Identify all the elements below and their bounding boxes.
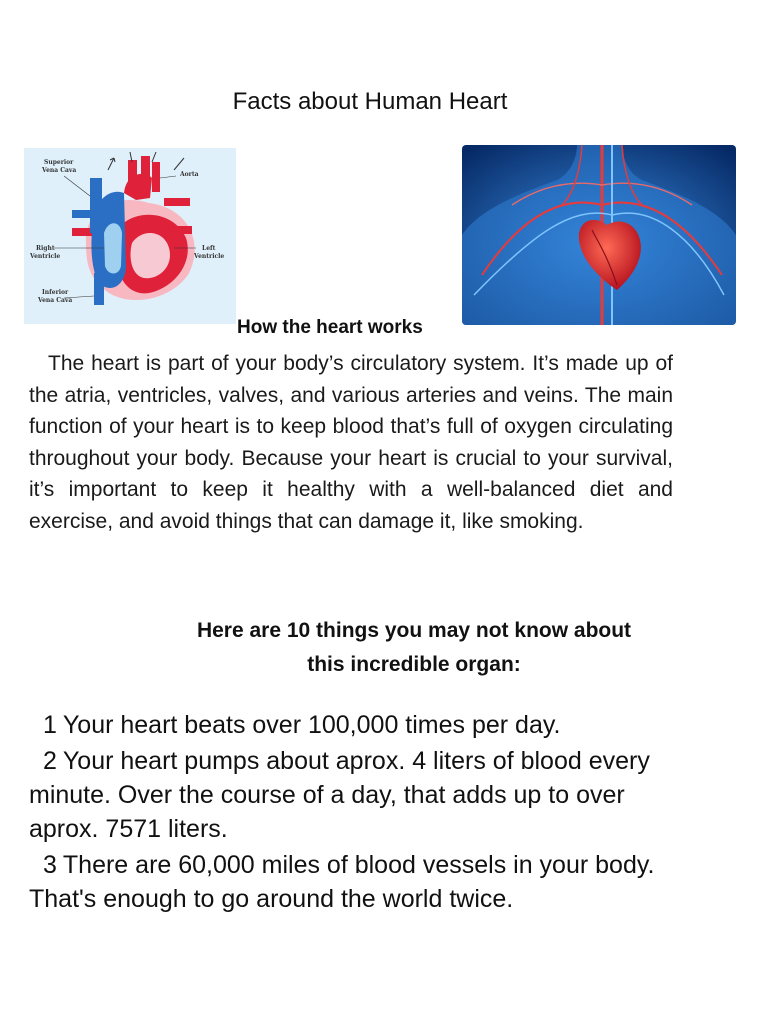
subheading-line-2: this incredible organ: [307, 653, 521, 676]
label-right-ventricle-1: Right [36, 245, 55, 252]
list-item [29, 848, 689, 916]
label-superior-vena-cava-1: Superior [44, 159, 74, 166]
label-left-ventricle-2: Ventricle [194, 253, 225, 260]
intro-text: The heart is part of your body’s circulatory system. It’s made up of the atria, ventricles, valves, and various arteries and veins. The main function of your heart is to keep blood that’s full of oxygen circulating throughout your body. Because your heart is crucial to your survival, it’s important to keep it healthy with a well-balanced diet and exercise, and avoid things that can damage it, like smoking. [29, 352, 673, 533]
label-right-ventricle-2: Ventricle [30, 253, 61, 260]
fact-text: Your heart pumps about aprox. 4 liters of blood every minute. Over the course of a day, that adds up to over aprox. 7571 liters. [29, 747, 650, 843]
facts-subheading [0, 614, 768, 682]
label-inferior-vena-cava-2: Vena Cava [38, 297, 73, 304]
label-aorta: Aorta [180, 171, 199, 178]
list-item [29, 744, 689, 846]
facts-list [29, 708, 689, 918]
subheading-line-1: Here are 10 things you may not know about [196, 619, 632, 642]
fact-text: There are 60,000 miles of blood vessels in your body. That's enough to go around the world twice. [29, 851, 655, 913]
fact-number: 1 [43, 711, 57, 739]
circulatory-system-illustration [462, 145, 736, 325]
intro-paragraph [29, 348, 673, 537]
page-title: Facts about Human Heart [232, 88, 508, 115]
circulatory-system-image [462, 145, 736, 325]
label-superior-vena-cava-2: Vena Cava [42, 167, 77, 174]
fact-text: Your heart beats over 100,000 times per day. [62, 711, 561, 739]
section-caption: How the heart works [237, 317, 423, 338]
fact-number: 3 [43, 851, 57, 879]
label-left-ventricle-1: Left [202, 245, 216, 252]
heart-anatomy-illustration [24, 148, 236, 324]
fact-number: 2 [43, 747, 57, 775]
list-item [29, 708, 689, 742]
heart-diagram-image [24, 148, 236, 324]
label-inferior-vena-cava-1: Inferior [42, 289, 69, 296]
